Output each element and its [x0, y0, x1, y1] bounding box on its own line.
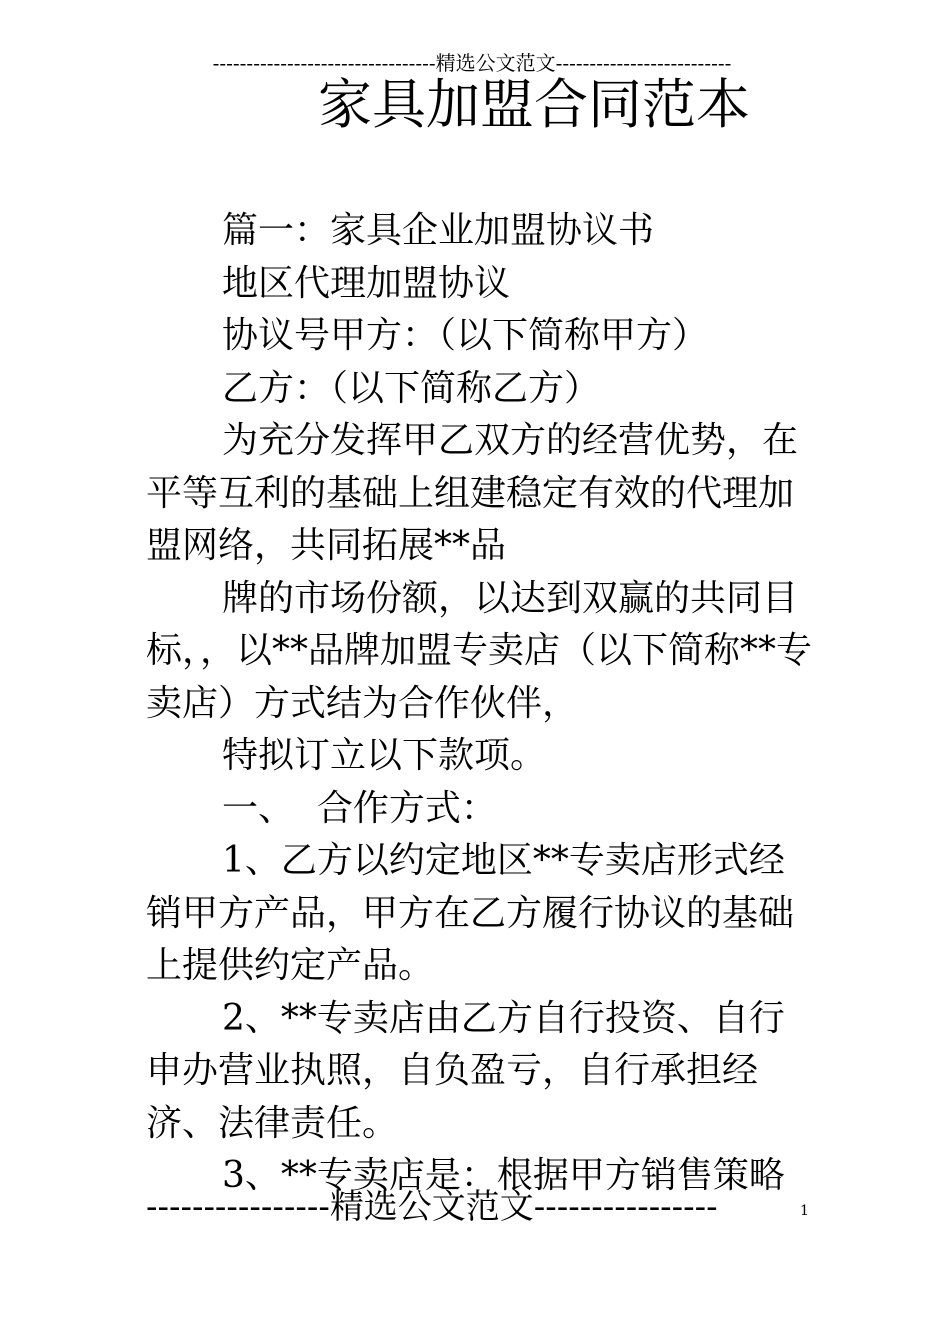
paragraph: 篇一：家具企业加盟协议书 — [222, 210, 655, 251]
page-header: ---------------------------------精选公文范文-------------------------- — [212, 51, 732, 75]
paragraph: 地区代理加盟协议 — [222, 262, 511, 304]
paragraph: 2、**专卖店由乙方自行投资、自行申办营业执照，自负盈亏，自行承担经济、法律责任。 — [146, 997, 785, 1144]
paragraph: 3、**专卖店是：根据甲方销售策略 — [222, 1155, 785, 1196]
document-title: 家具加盟合同范本 — [318, 73, 750, 136]
paragraph: 1、乙方以约定地区**专卖店形式经销甲方产品，甲方在乙方履行协议的基础上提供约定产品。 — [146, 840, 795, 986]
section-heading: 一、 合作方式： — [222, 787, 497, 829]
paragraph: 特拟订立以下款项。 — [222, 735, 547, 776]
paragraph: 牌的市场份额，以达到双赢的共同目标，，以**品牌加盟专卖店（以下简称**专卖店）方式结为合作伙伴， — [146, 577, 813, 724]
paragraph: 乙方：（以下简称乙方） — [222, 367, 601, 409]
paragraph: 协议号甲方：（以下简称甲方） — [222, 315, 709, 356]
page-footer: ----------------精选公文范文---------------- — [146, 1187, 718, 1227]
document-body — [146, 205, 814, 1203]
paragraph: 为充分发挥甲乙双方的经营优势，在平等互利的基础上组建稳定有效的代理加盟网络，共同拓展**品 — [146, 420, 799, 566]
page-number: 1 — [800, 1203, 809, 1219]
